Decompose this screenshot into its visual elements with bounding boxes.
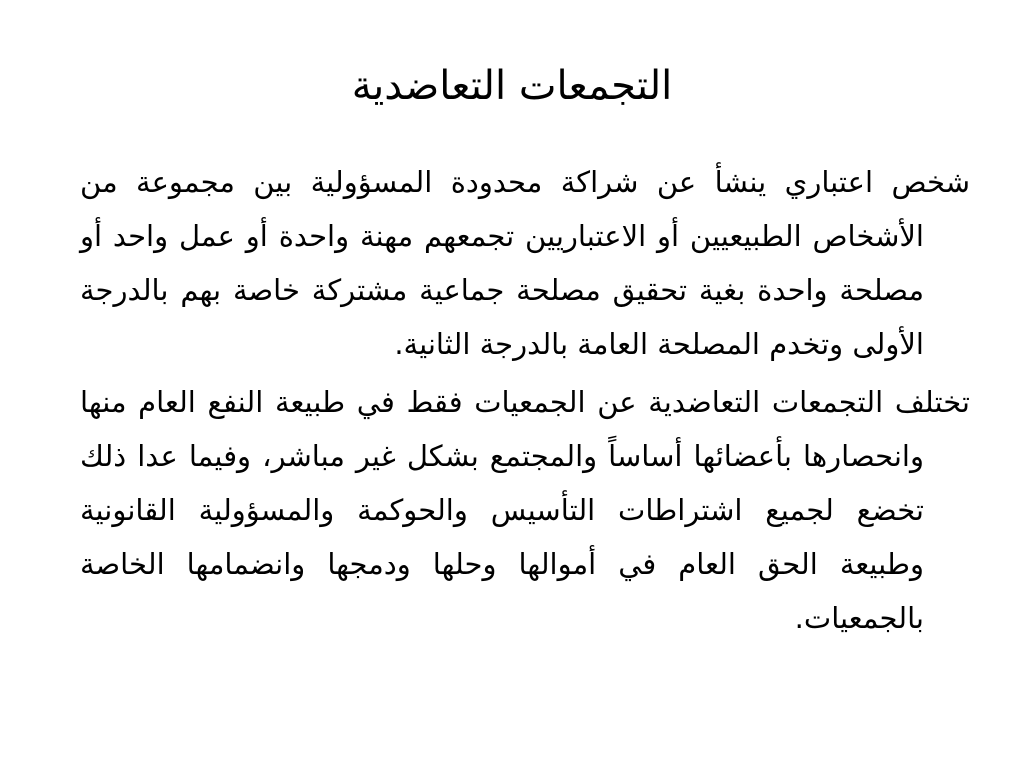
- slide-title: التجمعات التعاضدية: [351, 63, 673, 109]
- slide-body: [80, 155, 970, 645]
- definition-paragraph: شخص اعتباري ينشأ عن شراكة محدودة المسؤولية بين مجموعة من الأشخاص الطبيعيين أو الاعتباريين تجمعهم مهنة واحدة أو عمل واحد أو مصلحة واحدة بغية تحقيق مصلحة جماعية مشتركة خاصة بهم بالدرجة الأولى وتخدم المصلحة العامة بالدرجة الثانية.: [80, 165, 970, 361]
- difference-paragraph: تختلف التجمعات التعاضدية عن الجمعيات فقط في طبيعة النفع العام منها وانحصارها بأعضائها أساساً والمجتمع بشكل غير مباشر، وفيما عدا ذلك تخضع لجميع اشتراطات التأسيس والحوكمة والمسؤولية القانونية وطبيعة الحق العام في أموالها وحلها ودمجها وانضمامها الخاصة بالجمعيات.: [80, 385, 970, 635]
